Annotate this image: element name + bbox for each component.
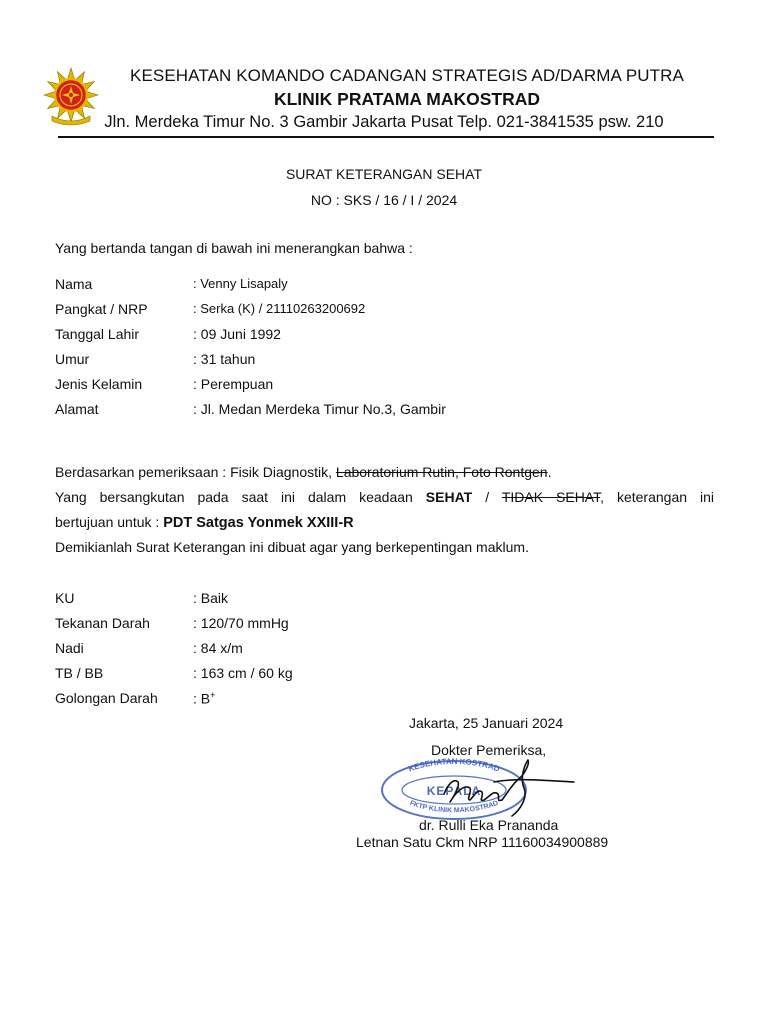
official-stamp-and-signature — [374, 756, 579, 821]
blood-type-value: : B — [193, 690, 211, 707]
header-divider — [58, 136, 714, 138]
health-status-statement — [55, 485, 714, 510]
exam-struck-options: Laboratorium Rutin, Foto Rontgen — [335, 464, 548, 480]
stamp-top-text: KESEHATAN KOSTRAD — [407, 756, 501, 774]
blood-type-rhesus: + — [210, 690, 216, 700]
status-prefix: Yang bersangkutan pada saat ini dalam keadaan — [55, 489, 426, 505]
stamp-bottom-text: FKTP KLINIK MAKOSTRAD — [408, 799, 500, 815]
examination-statement — [55, 460, 714, 485]
vital-label: Nadi — [55, 640, 84, 656]
vital-label: Tekanan Darah — [55, 615, 150, 631]
agency-name: KESEHATAN KOMANDO CADANGAN STRATEGIS AD/DARMA PUTRA — [130, 66, 684, 85]
signer-rank-nrp: Letnan Satu Ckm NRP 11160034900889 — [356, 834, 609, 850]
vital-label: TB / BB — [55, 665, 104, 681]
closing-statement: Demikianlah Surat Keterangan ini dibuat agar yang berkepentingan maklum. — [55, 539, 529, 555]
vital-value — [193, 690, 215, 707]
signer-name: dr. Rulli Eka Prananda — [419, 817, 559, 833]
vital-label: KU — [55, 590, 75, 606]
vital-label: Golongan Darah — [55, 690, 158, 706]
document-title: SURAT KETERANGAN SEHAT — [285, 166, 483, 182]
vital-value: : 84 x/m — [193, 640, 243, 656]
vital-value: : Baik — [193, 590, 229, 606]
identity-value: : Perempuan — [193, 376, 274, 392]
exam-suffix: . — [547, 464, 552, 480]
identity-label: Alamat — [55, 401, 99, 417]
purpose-value: PDT Satgas Yonmek XXIII-R — [163, 515, 354, 531]
identity-value: : Jl. Medan Merdeka Timur No.3, Gambir — [193, 401, 446, 417]
identity-label: Nama — [55, 276, 93, 292]
vital-value: : 163 cm / 60 kg — [193, 665, 293, 681]
purpose-prefix: bertujuan untuk : — [55, 514, 164, 530]
exam-prefix: Berdasarkan pemeriksaan : Fisik Diagnostik, — [55, 464, 336, 480]
vital-value: : 120/70 mmHg — [193, 615, 289, 631]
status-separator: / — [472, 489, 502, 505]
place-date: Jakarta, 25 Januari 2024 — [409, 715, 564, 731]
document-number: NO : SKS / 16 / I / 2024 — [310, 192, 458, 208]
status-healthy: SEHAT — [425, 489, 473, 505]
identity-value: : Serka (K) / 21110263200692 — [193, 301, 366, 316]
status-suffix: , keterangan ini — [600, 489, 715, 505]
identity-label: Umur — [55, 351, 90, 367]
svg-text:KESEHATAN KOSTRAD — [407, 757, 501, 774]
identity-label: Pangkat / NRP — [55, 301, 148, 317]
identity-value: : Venny Lisapaly — [193, 276, 288, 291]
purpose-statement — [55, 510, 714, 536]
status-unhealthy-struck: TIDAK SEHAT — [501, 489, 601, 505]
stamp-center-text: KEPALA — [426, 784, 482, 798]
svg-text:FKTP KLINIK MAKOSTRAD — [409, 800, 500, 815]
clinic-address: Jln. Merdeka Timur No. 3 Gambir Jakarta Pusat Telp. 021-3841535 psw. 210 — [104, 113, 664, 131]
signer-role: Dokter Pemeriksa, — [431, 742, 547, 758]
identity-label: Tanggal Lahir — [55, 326, 140, 342]
clinic-name: KLINIK PRATAMA MAKOSTRAD — [273, 89, 541, 109]
intro-statement: Yang bertanda tangan di bawah ini menerangkan bahwa : — [55, 240, 413, 256]
identity-value: : 09 Juni 1992 — [193, 326, 281, 342]
identity-value: : 31 tahun — [193, 351, 256, 367]
identity-label: Jenis Kelamin — [55, 376, 143, 392]
